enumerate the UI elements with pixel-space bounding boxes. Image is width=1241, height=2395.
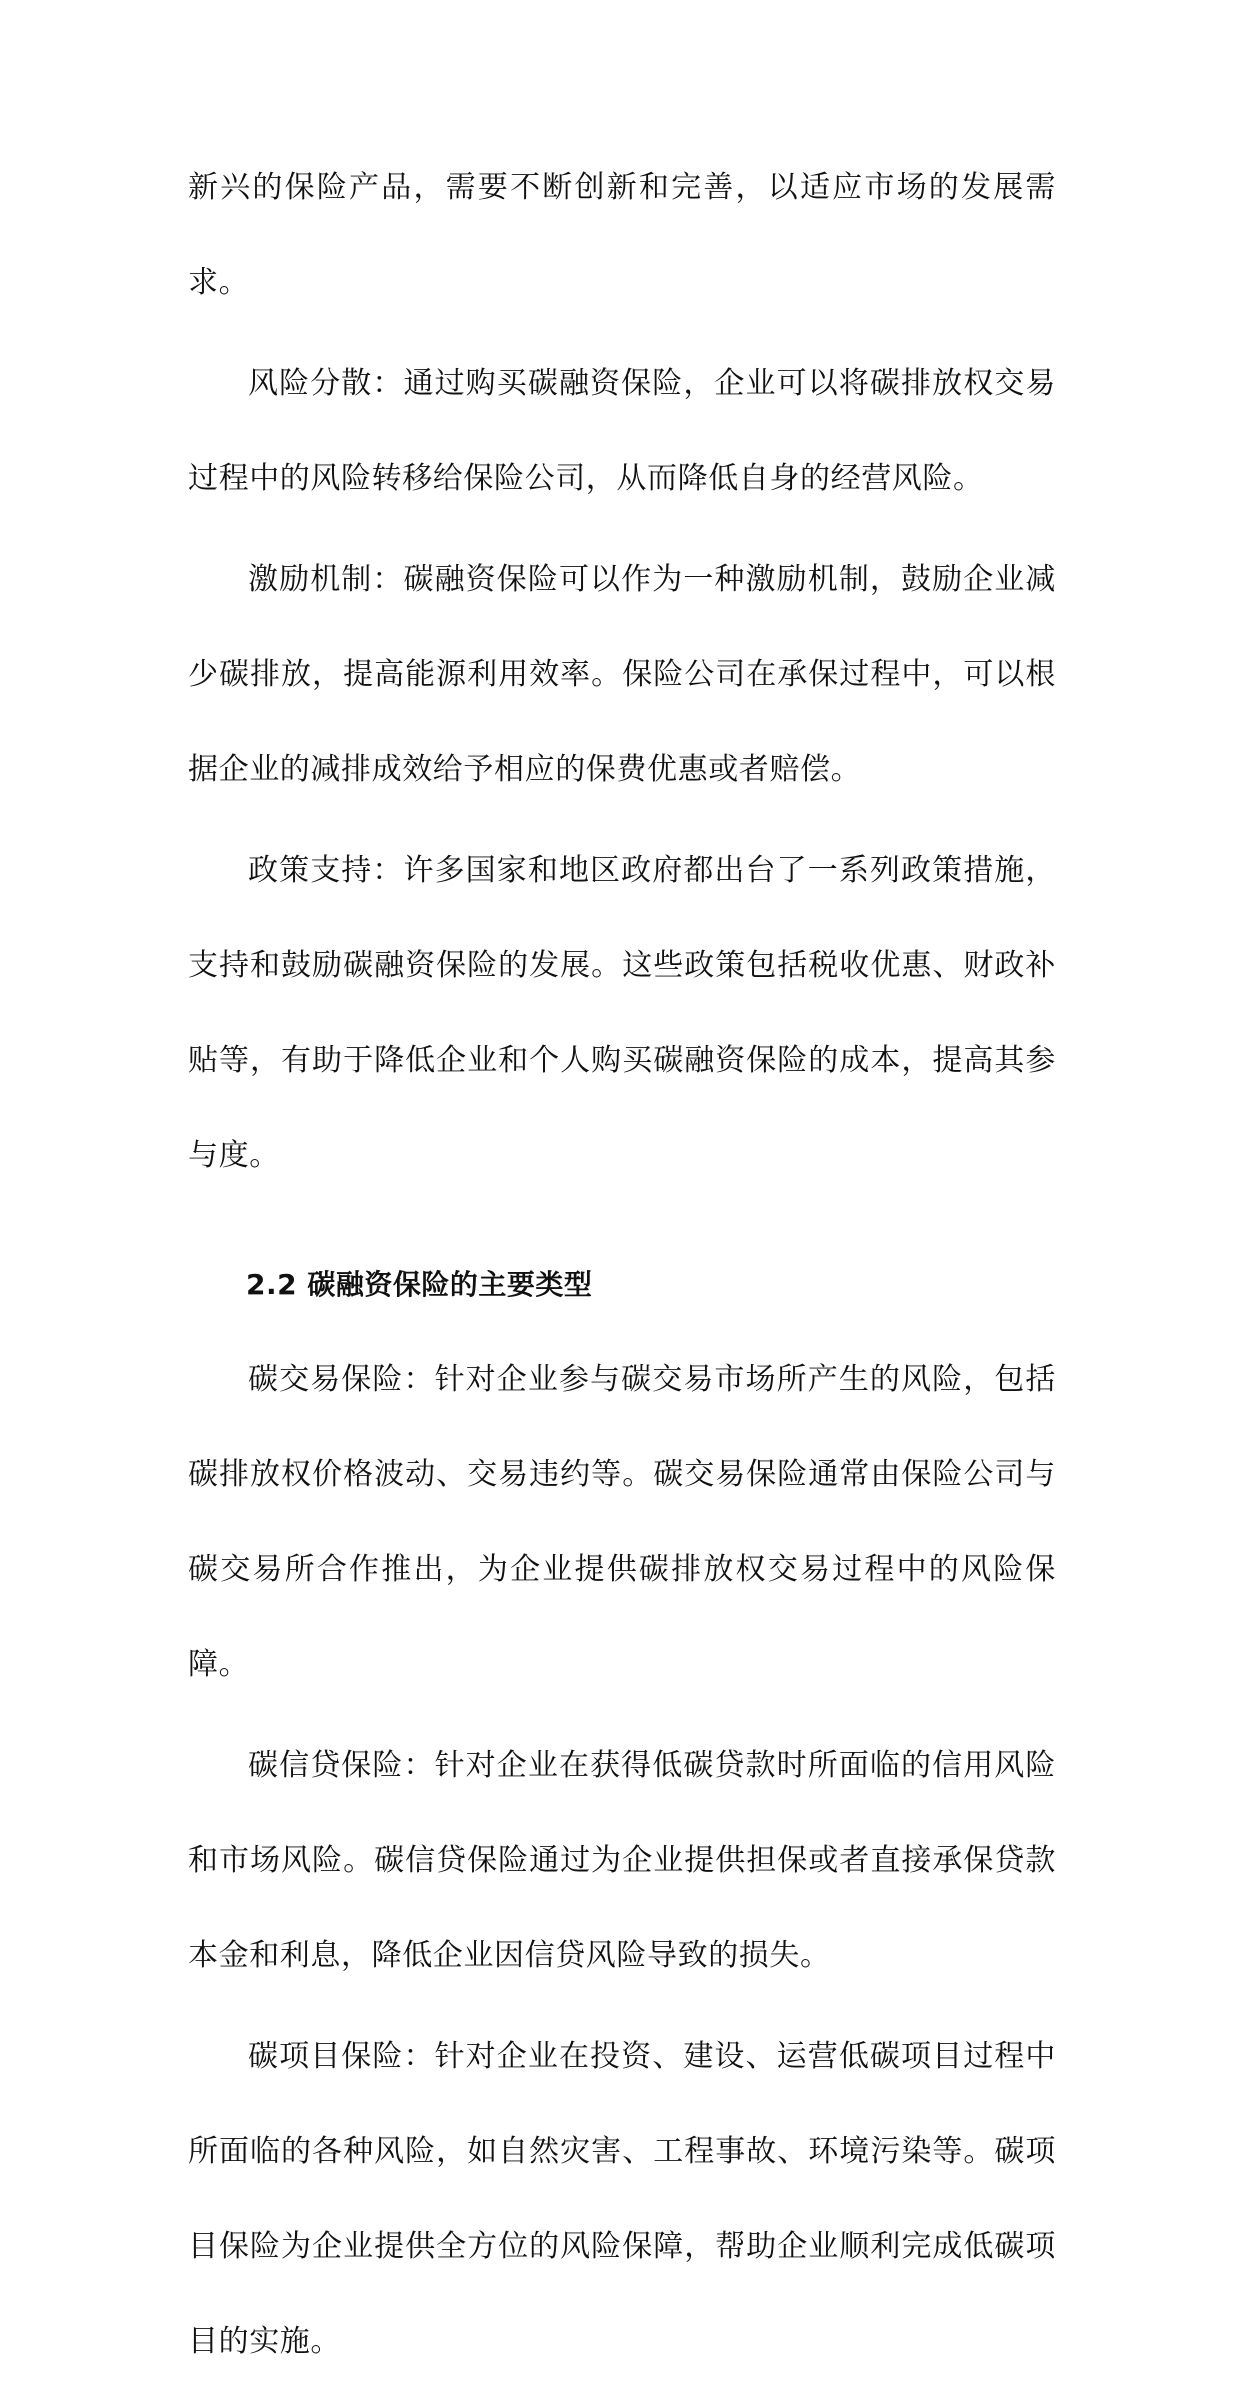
paragraph-carbon-project-insurance: 碳项目保险：针对企业在投资、建设、运营低碳项目过程中所面临的各种风险，如自然灾害、工程事故、环境污染等。碳项目保险为企业提供全方位的风险保障，帮助企业顺利完成低碳项目的实施。: [188, 2039, 1056, 2359]
paragraph-risk-diversification: 风险分散：通过购买碳融资保险，企业可以将碳排放权交易过程中的风险转移给保险公司，从而降低自身的经营风险。: [188, 366, 1056, 496]
section-heading: 2.2 碳融资保险的主要类型: [246, 1268, 593, 1301]
document-body: [188, 140, 1056, 2395]
paragraph-incentive-mechanism: 激励机制：碳融资保险可以作为一种激励机制，鼓励企业减少碳排放，提高能源利用效率。保险公司在承保过程中，可以根据企业的减排成效给予相应的保费优惠或者赔偿。: [188, 562, 1056, 787]
paragraph-carbon-credit-insurance: 碳信贷保险：针对企业在获得低碳贷款时所面临的信用风险和市场风险。碳信贷保险通过为企业提供担保或者直接承保贷款本金和利息，降低企业因信贷风险导致的损失。: [188, 1748, 1056, 1973]
paragraph-continuation: 新兴的保险产品，需要不断创新和完善，以适应市场的发展需求。: [188, 170, 1056, 300]
paragraph-carbon-trading-insurance: 碳交易保险：针对企业参与碳交易市场所产生的风险，包括碳排放权价格波动、交易违约等。碳交易保险通常由保险公司与碳交易所合作推出，为企业提供碳排放权交易过程中的风险保障。: [188, 1362, 1056, 1682]
paragraph-policy-support: 政策支持：许多国家和地区政府都出台了一系列政策措施，支持和鼓励碳融资保险的发展。这些政策包括税收优惠、财政补贴等，有助于降低企业和个人购买碳融资保险的成本，提高其参与度。: [188, 853, 1056, 1173]
